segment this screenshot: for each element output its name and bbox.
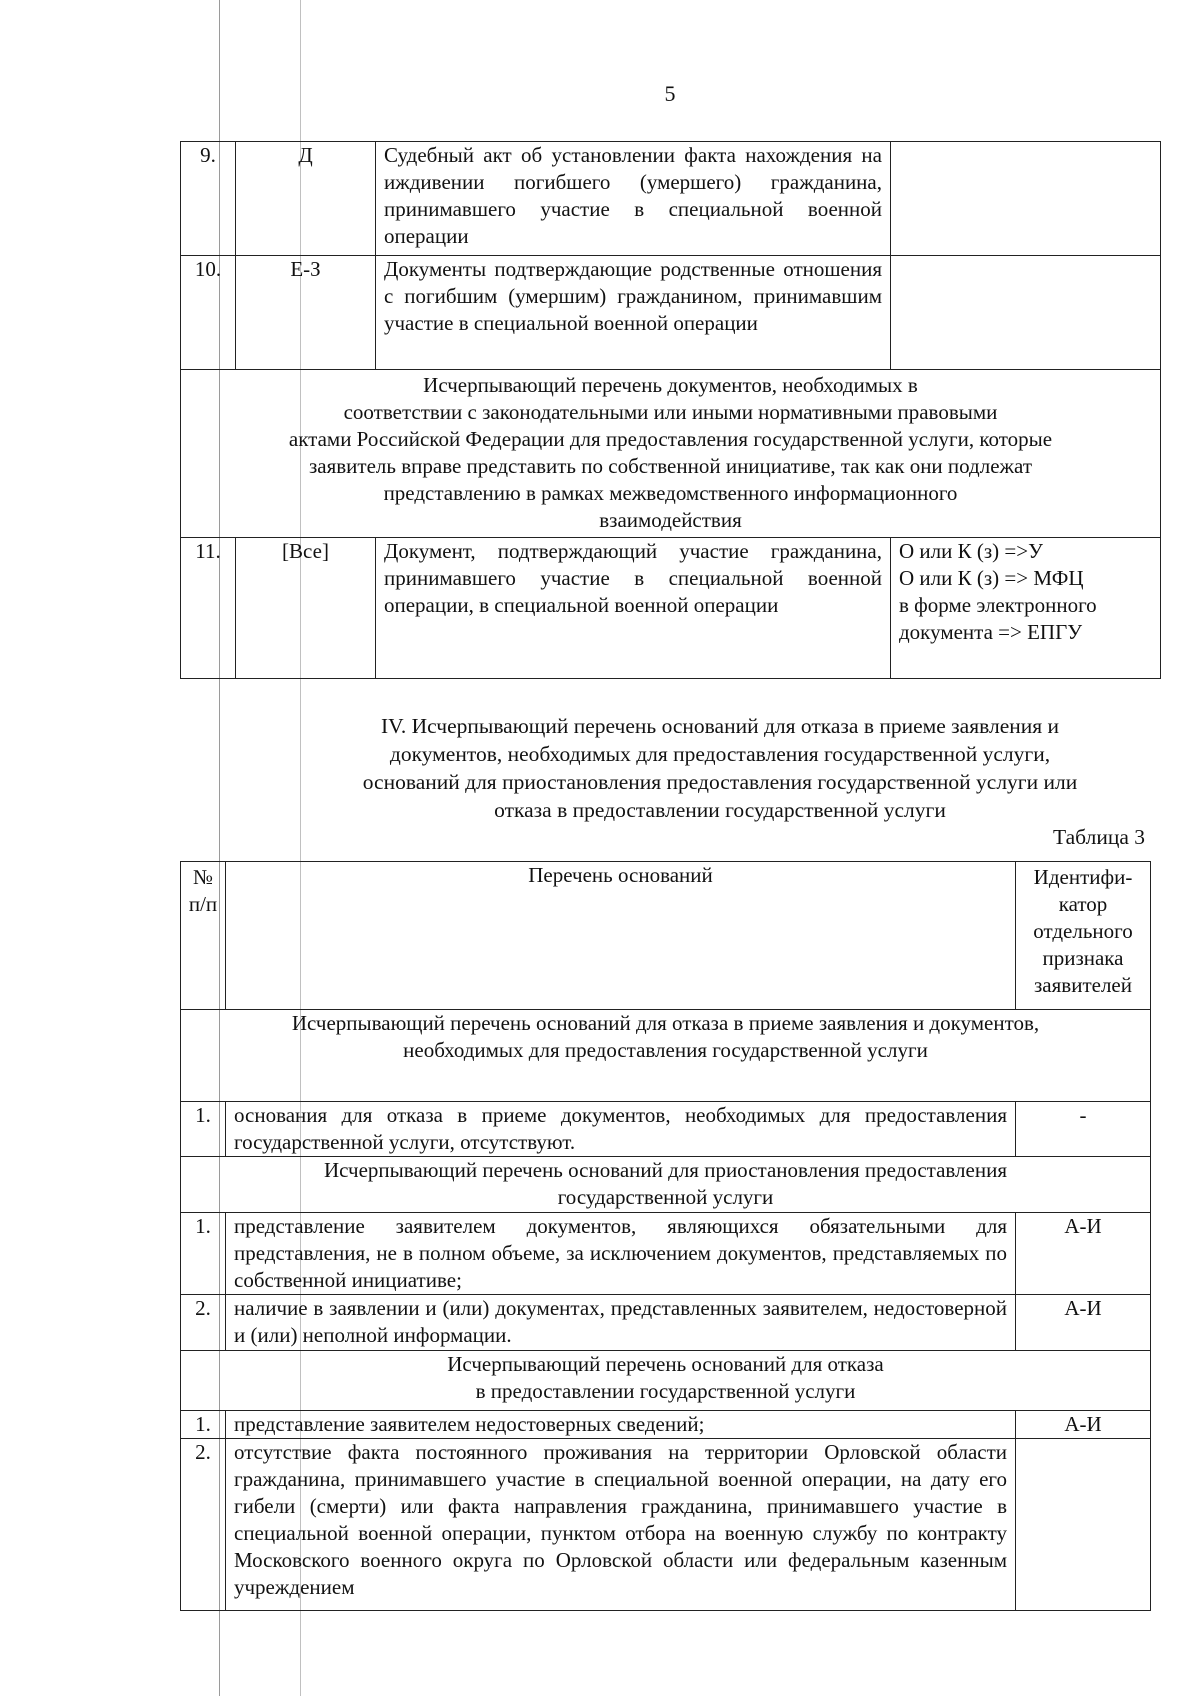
table-row — [181, 1411, 1151, 1439]
identifier: - — [1016, 1102, 1151, 1157]
table-header-row — [181, 862, 1151, 1010]
reason-text: наличие в заявлении и (или) документах, представленных заявителем, недостоверной и (или) неполной информации. — [226, 1295, 1016, 1351]
heading-line: в предоставлении государственной услуги — [475, 1379, 856, 1403]
row-number: 11. — [181, 538, 236, 679]
table-caption: Таблица 3 — [1053, 825, 1145, 849]
page-number: 5 — [664, 81, 676, 106]
row-number: 2. — [181, 1439, 226, 1611]
result-line: О или К (з) =>У — [899, 539, 1043, 563]
result-cell — [891, 142, 1161, 256]
applicant-code: [Все] — [236, 538, 376, 679]
header-number: № п/п — [181, 862, 226, 1010]
table-row — [181, 538, 1161, 679]
document-description: Документ, подтверждающий участие гражданина, принимавшего участие в специальной военной операции, в специальной военной операции — [376, 538, 891, 679]
table-row — [181, 256, 1161, 370]
group-heading — [181, 1351, 1151, 1411]
row-number: 1. — [181, 1102, 226, 1157]
title-line: отказа в предоставлении государственной услуги — [494, 798, 946, 822]
header-reason: Перечень оснований — [226, 862, 1016, 1010]
section-title — [280, 712, 1160, 824]
reason-text: представление заявителем документов, являющихся обязательными для представления, не в полном объеме, за исключением документов, представляемых по собственной инициативе; — [226, 1213, 1016, 1295]
row-number: 1. — [181, 1411, 226, 1439]
group-heading-row — [181, 1351, 1151, 1411]
section-heading — [181, 370, 1161, 538]
title-line: IV. Исчерпывающий перечень оснований для отказа в приеме заявления и — [380, 714, 1060, 738]
heading-line: государственной услуги — [557, 1185, 774, 1209]
heading-line: Исчерпывающий перечень документов, необходимых в — [423, 373, 918, 397]
reason-text: отсутствие факта постоянного проживания на территории Орловской области гражданина, принимавшего участие в специальной военной операции, на дату его гибели (смерти) или факта направления гражданина, принимавшего участие в специальной военной операции, пунктом отбора на военную службу по контракту Московского военного округа по Орловской области или федеральным казенным учреждением — [226, 1439, 1016, 1611]
identifier: А-И — [1016, 1411, 1151, 1439]
identifier: А-И — [1016, 1213, 1151, 1295]
group-heading — [181, 1010, 1151, 1102]
reason-text: основания для отказа в приеме документов, необходимых для предоставления государственной услуги, отсутствуют. — [226, 1102, 1016, 1157]
row-number: 2. — [181, 1295, 226, 1351]
result-cell — [891, 538, 1161, 679]
table-row — [181, 1213, 1151, 1295]
result-line: О или К (з) => МФЦ — [899, 566, 1084, 590]
table-row — [181, 1439, 1151, 1611]
heading-line: соответствии с законодательными или иными нормативными правовыми — [343, 400, 998, 424]
row-number: 9. — [181, 142, 236, 256]
table-row — [181, 1295, 1151, 1351]
result-line: в форме электронного — [899, 593, 1097, 617]
group-heading-row — [181, 1157, 1151, 1213]
heading-line: актами Российской Федерации для предоставления государственной услуги, которые — [288, 427, 1053, 451]
row-number: 1. — [181, 1213, 226, 1295]
result-cell — [891, 256, 1161, 370]
table-row — [181, 142, 1161, 256]
identifier: А-И — [1016, 1295, 1151, 1351]
heading-line: Исчерпывающий перечень оснований для приостановления предоставления — [323, 1158, 1007, 1182]
group-heading-row — [181, 1010, 1151, 1102]
document-description: Судебный акт об установлении факта нахождения на иждивении погибшего (умершего) гражданина, принимавшего участие в специальной военной операции — [376, 142, 891, 256]
heading-line: Исчерпывающий перечень оснований для отказа в приеме заявления и документов, — [291, 1011, 1040, 1035]
reason-text: представление заявителем недостоверных сведений; — [226, 1411, 1016, 1439]
heading-line: необходимых для предоставления государственной услуги — [403, 1038, 928, 1062]
row-number: 10. — [181, 256, 236, 370]
header-identifier: Идентифи-катор отдельного признака заявителей — [1016, 862, 1151, 1010]
group-heading — [181, 1157, 1151, 1213]
title-line: документов, необходимых для предоставления государственной услуги, — [389, 742, 1051, 766]
identifier — [1016, 1439, 1151, 1611]
heading-line: заявитель вправе представить по собственной инициативе, так как они подлежат — [308, 454, 1032, 478]
result-line: документа => ЕПГУ — [899, 620, 1083, 644]
heading-line: взаимодействия — [599, 508, 742, 532]
section-heading-row — [181, 370, 1161, 538]
document-description: Документы подтверждающие родственные отношения с погибшим (умершим) гражданином, принимавшим участие в специальной военной операции — [376, 256, 891, 370]
heading-line: представлению в рамках межведомственного информационного — [383, 481, 958, 505]
documents-table — [180, 141, 1161, 679]
applicant-code: Д — [236, 142, 376, 256]
grounds-table — [180, 861, 1151, 1611]
heading-line: Исчерпывающий перечень оснований для отказа — [447, 1352, 884, 1376]
applicant-code: Е-З — [236, 256, 376, 370]
title-line: оснований для приостановления предоставления государственной услуги или — [362, 770, 1078, 794]
table-row — [181, 1102, 1151, 1157]
